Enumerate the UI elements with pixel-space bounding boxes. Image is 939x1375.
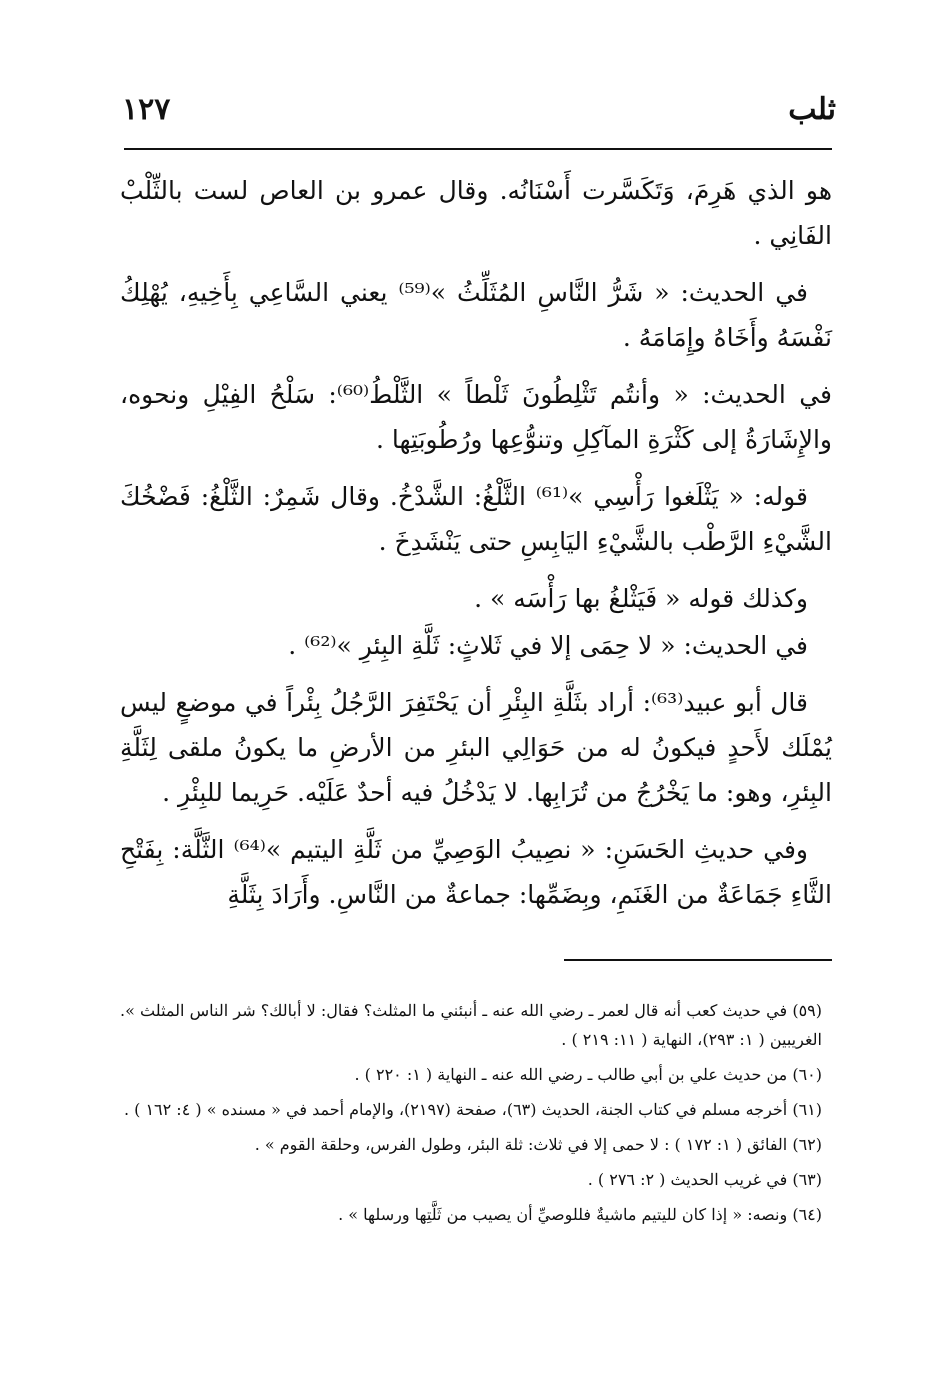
- main-text: [120, 168, 832, 929]
- paragraph-la-hima: في الحديث: « لا حِمَى إلا في ثَلاثٍ: ثَلَّةِ البِئرِ »⁽⁶²⁾ .: [288, 631, 808, 660]
- footnote-63: (٦٣) في غريب الحديث ( ٢: ٢٧٦ ) .: [587, 1170, 822, 1189]
- paragraph-hadith-muthallith: في الحديث: « شَرُّ النَّاسِ المُثَلِّثُ »⁽⁵⁹⁾ يعني السَّاعِي بِأَخِيهِ، يُهْلِكُ نَفْسَهُ وأَخَاهُ وإِمَامَهُ .: [120, 278, 832, 352]
- paragraph-kadhalik: وكذلك قوله « فَيَثْلغُ بها رَأْسَه » .: [474, 584, 808, 613]
- paragraph-abu-ubaid: قال أبو عبيد⁽⁶³⁾: أراد بثَلَّةِ البِئْرِ أن يَحْتَفِرَ الرَّجُلُ بِئْراً في موضعٍ ليس يُمْلَك لأَحدٍ فيكونُ له من حَوَالِي البئرِ من الأرضِ ما يكونُ ملقى لِثَلَّةِ البِئرِ، وهو: ما يَخْرُجُ من تُرَابِها. لا يَدْخُلُ فيه أحدٌ عَلَيْه. حَرِيما للبِئْرِ .: [120, 688, 832, 807]
- header-divider: [124, 148, 832, 150]
- paragraph-thalgh: قوله: « يَثْلَغوا رَأْسِي »⁽⁶¹⁾ الثَّلْغُ: الشَّدْخُ. وقال شَمِرٌ: الثَّلْغُ: فَضْخُكَ الشَّيْءِ الرَّطْب بالشَّيْءِ اليَابِسِ حتى يَنْشَدِخَ .: [120, 482, 832, 556]
- paragraph-hasan: وفي حديثِ الحَسَنِ: « نصِيبُ الوَصِيِّ من ثَلَّةِ اليتيم »⁽⁶⁴⁾ الثَّلَّة: بِفَتْحِ الثَّاءِ جَمَاعَةٌ من الغَنَمِ، وبِضَمِّها: جماعةٌ من النَّاسِ. وأَرَادَ بِثَلَّةِ: [120, 835, 832, 909]
- footnote-62: (٦٢) الفائق ( ١: ١٧٢ ) : لا حمى إلا في ثلاث: ثلة البئر، وطول الفرس، وحلقة القوم » .: [254, 1135, 822, 1154]
- paragraph-continuation: هو الذي هَرِمَ، وَتَكَسَّرت أَسْنَانُه. وقال عمرو بن العاص لست بالثِّلْبْ الفَانِي .: [120, 176, 832, 250]
- running-header-title: ثلب: [788, 92, 836, 127]
- page-number: ١٢٧: [122, 92, 171, 127]
- footnote-divider: [564, 959, 832, 961]
- paragraph-hadith-thalt: في الحديث: « وأنتُم تَثْلِطُونَ ثَلْطاً » الثَّلْطُ⁽⁶⁰⁾: سَلْحُ الفِيْلِ ونحوه، والإِشَارَةُ إلى كَثْرَةِ المآكِلِ وتنوُّعِها ورُطُوبَتِها .: [120, 380, 833, 454]
- footnotes: [120, 996, 822, 1235]
- footnote-61: (٦١) أخرجه مسلم في كتاب الجنة، الحديث (٦٣)، صفحة (٢١٩٧)، والإمام أحمد في « مسنده » ( ٤: ١٦٢ ) .: [123, 1100, 822, 1119]
- footnote-60: (٦٠) من حديث علي بن أبي طالب ـ رضي الله عنه ـ النهاية ( ١: ٢٢٠ ) .: [354, 1065, 822, 1084]
- footnote-64: (٦٤) ونصه: « إذا كان لليتيم ماشيةٌ فللوصيِّ أن يصيب من ثَلَّتِها ورسلها » .: [338, 1205, 822, 1224]
- footnote-59: (٥٩) في حديث كعب أنه قال لعمر ـ رضي الله عنه ـ أنبئني ما المثلث؟ فقال: لا أبالك؟ شر الناس المثلث ». الغريبين ( ١: ٢٩٣)، النهاية ( ١١: ٢١٩ ) .: [120, 1001, 823, 1049]
